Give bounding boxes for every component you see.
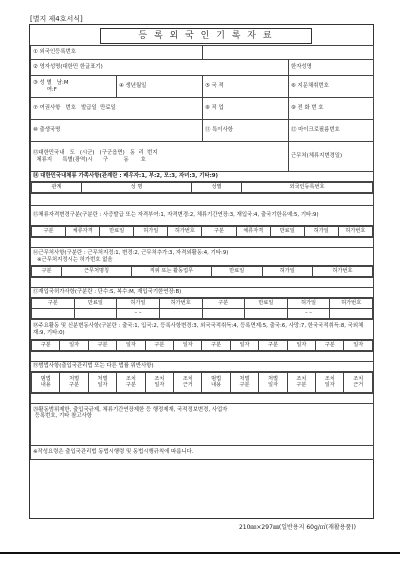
family-table — [31, 182, 374, 194]
reentry-col: 허가일 — [117, 299, 160, 309]
status-header: ⑮체류자격변경구분(구분란 : 사증발급 또는 자격부여:1, 자격변경:2, 체류기간연장:3, 재입국:4, 출국기한유예:5, 기타:9) — [31, 206, 374, 226]
gender-label: ③ 성 별 남:M 여:F — [31, 76, 117, 98]
passport-label: ⑦ 여권사항 번호 발급일 만료일 — [31, 98, 203, 120]
status-col: 구분 — [202, 227, 236, 237]
travel-col: 구분 — [32, 341, 60, 351]
violation-col: 범법 내용 — [202, 373, 230, 393]
record-form — [29, 24, 374, 519]
travel-col: 구분 — [145, 341, 173, 351]
reentry-cell[interactable] — [330, 309, 373, 319]
violation-empty-row[interactable] — [31, 394, 374, 404]
work-col: 근무처명칭 — [62, 267, 132, 277]
work-col: 허가일 — [262, 267, 313, 277]
travel-col: 일자 — [117, 341, 145, 351]
status-col: 허가번호 — [338, 227, 372, 237]
work-col: 구분 — [32, 267, 62, 277]
travel-col: 일자 — [287, 341, 315, 351]
family-col-name: 성 명 — [82, 183, 192, 193]
work-header — [31, 248, 374, 266]
paper-spec: 210㎜×297㎜(일반용지 60g/㎡(재활용품)) — [238, 524, 356, 531]
family-header: ⑭ 대한민국내체류 가족사항(관계란 : 배우자:1, 부:2, 모:3, 자녀:3, 기타:9) — [31, 172, 374, 182]
violation-col: 처벌 일자 — [88, 373, 116, 393]
status-col: 허가번호 — [168, 227, 202, 237]
family-empty-row[interactable] — [31, 194, 374, 206]
work-header-text: ⑯근무처사항(구분란 : 근무처지정:1, 변경:2, 근무처추가:3, 자격외활동:4, 기타:9) — [33, 250, 229, 257]
reentry-cell[interactable] — [245, 309, 288, 319]
travel-col: 일자 — [60, 341, 88, 351]
violation-col: 처벌 구분 — [230, 373, 258, 393]
violation-col: 조치 일자 — [145, 373, 173, 393]
reentry-col: 허가번호 — [159, 299, 202, 309]
travel-col: 구분 — [202, 341, 230, 351]
violation-header: ⑲범법사항(출입국관리법 또는 다른 법률 위반사항) — [31, 362, 374, 372]
reentry-col: 구분 — [202, 299, 245, 309]
family-col-regno: 외국인등록번호 — [242, 183, 373, 193]
reentry-cell[interactable]: – – — [287, 309, 330, 319]
note-text: ※작성요령은 출입국관리법 동법시행령 및 동법시행규칙에 따릅니다. — [31, 446, 374, 460]
work-col: 허가번호 — [313, 267, 373, 277]
travel-col: 구분 — [316, 341, 344, 351]
birthplace-label: ⑩ 출생국명 — [31, 120, 203, 142]
status-col: 만료일 — [270, 227, 304, 237]
work-note: ※근무처지정시는 허가번호 없음 — [37, 256, 113, 263]
violation-col: 처벌 일자 — [259, 373, 287, 393]
status-col: 허가일 — [304, 227, 338, 237]
status-col: 만료일 — [100, 227, 134, 237]
status-col: 체류자격 — [66, 227, 100, 237]
nationality-label: ⑤ 국 적 — [203, 76, 289, 98]
occupation-label: ⑧ 직 업 — [203, 98, 289, 120]
reentry-col: 만료일 — [74, 299, 117, 309]
family-col-relation: 관계 — [32, 183, 82, 193]
reentry-cell[interactable] — [159, 309, 202, 319]
reentry-cell[interactable] — [32, 309, 75, 319]
reentry-col: 만료일 — [245, 299, 288, 309]
workplace-label: 근무처(체류지변경일) — [289, 142, 374, 172]
travel-table — [31, 340, 374, 352]
status-table — [31, 226, 374, 238]
form-title: 등 록 외 국 인 기 록 자 료 — [100, 28, 312, 44]
reg-no-label: ① 외국인등록번호 — [31, 46, 203, 60]
reentry-col: 허가번호 — [330, 299, 373, 309]
violation-col: 조치 구분 — [287, 373, 315, 393]
violation-table — [31, 372, 374, 394]
violation-col: 처벌 구분 — [60, 373, 88, 393]
travel-col: 구분 — [88, 341, 116, 351]
reentry-cell[interactable] — [74, 309, 117, 319]
violation-col: 조치 근거 — [344, 373, 373, 393]
hanja-name-label: 한자성명 — [289, 60, 374, 76]
violation-col: 조치 근거 — [174, 373, 202, 393]
address-label: ⑬대한민국내 도 (시군) (구군읍면) 동 리 번지 체류지 특별(광역)시 구 동 호 — [31, 142, 289, 172]
family-col-gender: 성별 — [192, 183, 242, 193]
restriction-label: ⑳활동범위제한, 출입국규제, 체류기간연장제한 등 행정제재, 국적정보변경, 사업자 등록번호, 기타 참고사항 — [31, 404, 374, 446]
work-col: 만료일 — [212, 267, 263, 277]
reentry-header: ⑰재입국허가사항(구분란 : 단수:S, 복수:M, 재입국기한연장:B) — [31, 288, 374, 298]
work-empty-row[interactable] — [31, 278, 374, 288]
fingerprint-label: ⑥ 지문채취번호 — [289, 76, 374, 98]
page-bottom-line — [0, 552, 400, 554]
travel-col: 일자 — [174, 341, 202, 351]
travel-header: ⑱주요활동 및 신분변동사항(구분란 : 출국:1, 입국:2, 등록사항변경:3, 외국국적취득:4, 등록면제:5, 출국:6, 사망:7, 한국국적취득:8, 국외체재:9, 기타:0) — [31, 320, 374, 340]
violation-col: 조치 일자 — [316, 373, 344, 393]
reentry-col: 허가일 — [287, 299, 330, 309]
status-empty-row[interactable] — [31, 238, 374, 248]
form-grid — [30, 45, 374, 460]
name-label: ② 영자성명(대한민 한글표기) — [31, 60, 289, 76]
reentry-cell[interactable] — [202, 309, 245, 319]
travel-col: 구분 — [259, 341, 287, 351]
reentry-col: 구분 — [32, 299, 75, 309]
violation-col: 조치 구분 — [117, 373, 145, 393]
microfilm-label: ⑫ 마이크로필름번호 — [289, 120, 374, 142]
phone-label: ⑨ 전 화 번 호 — [289, 98, 374, 120]
reg-no-value[interactable] — [203, 46, 374, 60]
birth-label: ④ 생년월일 — [117, 76, 203, 98]
travel-col: 일자 — [344, 341, 373, 351]
reentry-table — [31, 298, 374, 320]
work-col: 직위 또는 활동업무 — [132, 267, 212, 277]
form-label: [별지 제4호서식] — [30, 15, 83, 23]
remarks-label: ⑪ 특이사항 — [203, 120, 289, 142]
work-table — [31, 266, 374, 278]
status-col: 체류자격 — [236, 227, 270, 237]
status-col: 구분 — [32, 227, 66, 237]
status-col: 허가일 — [134, 227, 168, 237]
travel-col: 일자 — [230, 341, 258, 351]
violation-col: 범법 내용 — [32, 373, 60, 393]
reentry-cell[interactable]: – – — [117, 309, 160, 319]
travel-empty-row[interactable] — [31, 352, 374, 362]
